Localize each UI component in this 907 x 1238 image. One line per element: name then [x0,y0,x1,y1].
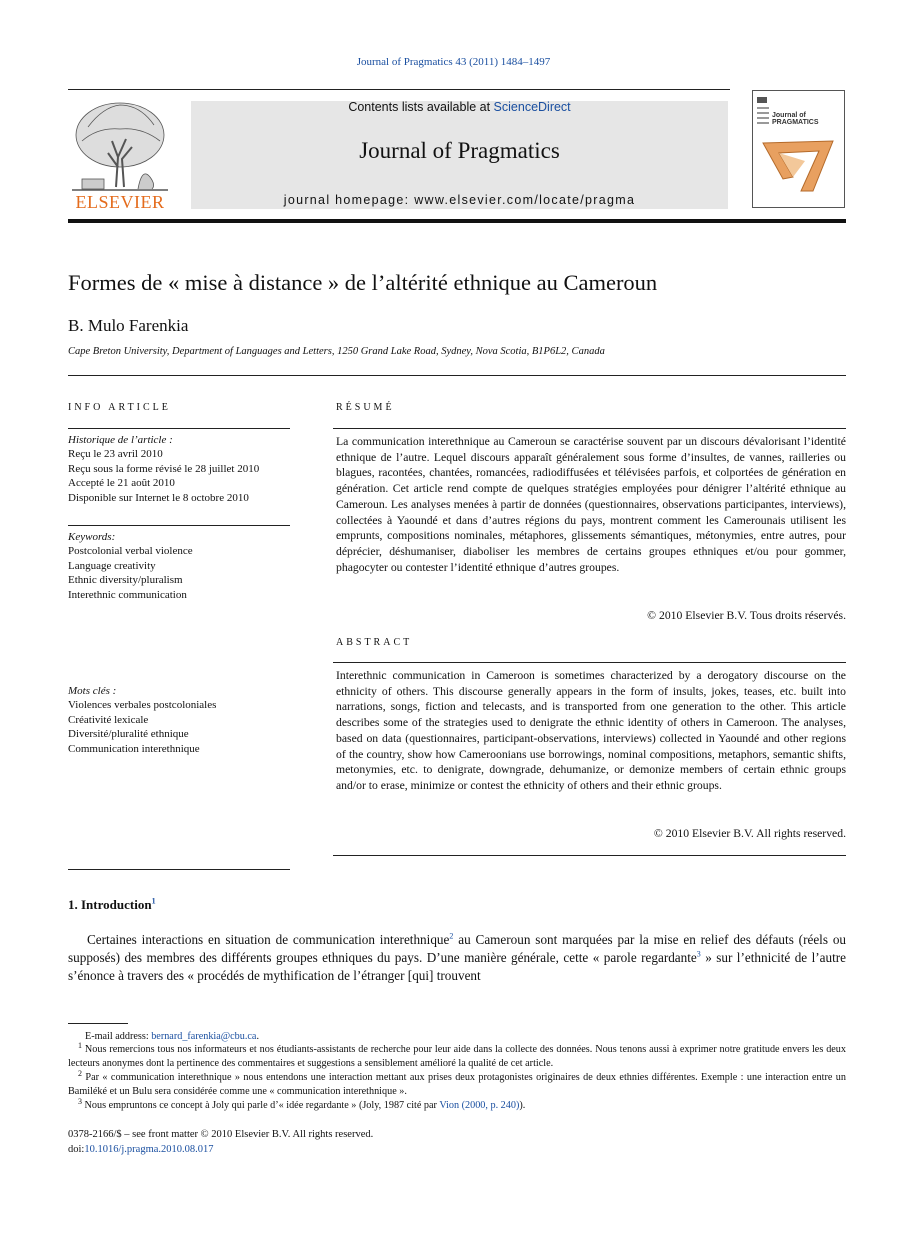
info-divider [68,869,290,870]
cover-title [772,112,819,126]
cover-title-line1: Journal of [772,112,806,119]
cover-art-icon [753,91,844,207]
abstract-text: Interethnic communication in Cameroon is sometimes characterized by a derogatory discourse on the ethnicity of others. This discourse generally appears in the form of insults, jokes, teases, etc. built into narrations, songs, fiction and telecasts, and is transported from one generation to the other. This article describes some of the strategies used to denigrate the ethnic identity of others in Cameroon. The analyses, based on data (questionnaires, participant-observations, interviews) collected in Yaoundé and other regions of the country, show how Cameroonians use borrowings, nominal compositions, metaphors, semantic shifts, metonymies, etc. to denigrate, downgrade, dehumanize, or demonize members of certain ethnic groups and/or to erase, minimize or contest the ethnicity of others and their ethnic groups. [336,669,846,792]
footnote-ref[interactable]: 1 [151,896,156,906]
email-label: E-mail address: [85,1031,152,1042]
resume-copyright: © 2010 Elsevier B.V. Tous droits réservés. [647,609,846,622]
intro-text-part: au Cameroun sont marquées par la mise en relief des défauts (réels ou supposés) des membres des différents groupes ethniques du pays. D’une manière générale, cette « parole regardante [68,932,847,965]
section-heading-introduction [68,897,156,913]
contents-prefix: Contents lists available at [348,100,494,114]
footnote-1 [68,1040,846,1070]
footnote-text: Nous remercions tous nos informateurs et nos étudiants-assistants de recherche pour leur aide dans la collecte des données. Nous tenons aussi à exprimer notre gratitude envers les deux lecteurs anonymes dont la pertinence des commentaires et suggestions a sensiblement amélioré la qualité de cet article. [68,1044,846,1069]
footnote-mark: 3 [78,1096,82,1106]
mots-cles [68,684,290,756]
contents-line [191,100,728,114]
email-end: . [256,1031,260,1042]
keywords [68,530,290,602]
homepage-line [191,193,728,207]
doi-line [68,1144,214,1155]
keyword-item: Ethnic diversity/pluralism [68,574,183,587]
footnote-mark: 2 [78,1068,82,1078]
doi-link[interactable]: 10.1016/j.pragma.2010.08.017 [84,1144,214,1155]
intro-text-part: » sur l’ethnicité de l’autre s’énonce à travers des « procédés de mythification de l’étranger [qui] trouvent [68,949,847,983]
author-name[interactable]: B. Mulo Farenkia [68,316,189,335]
footnote-3 [68,1096,846,1113]
header-bottom-rule [68,219,846,223]
motscle-item: Créativité lexicale [68,713,149,726]
history-item: Reçu sous la forme révisé le 28 juillet 2010 [68,462,260,475]
intro-heading-text: 1. Introduction [68,897,152,912]
title-divider [68,375,846,376]
footnote-text: ). [519,1100,526,1111]
footnote-mark: 1 [78,1040,82,1050]
article-title: Formes de « mise à distance » de l’altérité ethnique au Cameroun [68,270,658,295]
history-item: Reçu le 23 avril 2010 [68,448,163,461]
keyword-item: Language creativity [68,559,156,572]
footnote-2 [68,1068,846,1098]
abstract-end-divider [333,855,846,856]
keywords-heading: Keywords: [68,531,116,543]
info-article-label: INFO ARTICLE [68,402,171,413]
abstract-copyright: © 2010 Elsevier B.V. All rights reserved. [653,827,846,840]
keyword-item: Interethnic communication [68,588,187,601]
motscles-heading: Mots clés : [68,685,117,697]
footnote-divider [68,1023,128,1024]
running-head[interactable]: Journal of Pragmatics 43 (2011) 1484–1497 [356,56,551,68]
sciencedirect-link[interactable]: ScienceDirect [493,100,571,114]
homepage-prefix: journal homepage: [283,193,415,207]
footnote-text: Nous empruntons ce concept à Joly qui parle d’« idée regardante » (Joly, 1987 cité par [82,1100,440,1111]
tree-icon [72,103,168,190]
history-item: Disponible sur Internet le 8 octobre 2010 [68,491,249,504]
abstract-divider [333,662,846,663]
article-history [68,433,290,505]
cover-title-line2: PRAGMATICS [772,119,819,126]
author-affiliation: Cape Breton University, Department of Languages and Letters, 1250 Grand Lake Road, Sydney, Nova Scotia, B1P6L2, Canada [68,346,605,357]
resume-label: RÉSUMÉ [336,402,395,413]
issn-line: 0378-2166/$ – see front matter © 2010 Elsevier B.V. All rights reserved. [68,1129,374,1140]
motscle-item: Communication interethnique [68,742,200,755]
footnote-text: Par « communication interethnique » nous entendons une interaction mettant aux prises deux protagonistes originaires de deux ethnies différentes. Exemple : une interaction entre un Bamiléké et un Bulu sera considérée comme une « communication interethnique ». [68,1072,846,1097]
footnote-ref[interactable]: 2 [449,931,454,941]
citation-link[interactable]: Vion (2000, p. 240) [439,1100,520,1111]
footnote-email [68,1030,846,1044]
history-item: Accepté le 21 août 2010 [68,477,175,490]
motscle-item: Violences verbales postcoloniales [68,699,217,712]
resume-text: La communication interethnique au Cameroun se caractérise souvent par un discours dévalorisant l’identité ethnique de l’autre. Lequel discours apparaît généralement sous forme d’insultes, de vannes, railleries ou blagues, racontées, chantées, romancées, radiodiffusées et télévisées parfois, et colportées de génération en génération. Cet article rend compte de quelques stratégies employées pour dénigrer l’altérité ethnique au Cameroun. Les analyses menées à partir de données (questionnaires, observations participantes, interviews), collectées à Yaoundé et dans d’autres régions du pays, montrent comment les Camerounais utilisent les emprunts, compositions nominales, métaphores, glissements sémantiques, métonymies, entre autres, pour déprécier, déshumaniser, diaboliser les membres de certains groupes ethniques et/ou pour gommer, phagocyter ou contester l’identité ethnique d’autres groupes. [336,435,846,574]
intro-text-part: Certaines interactions en situation de communication interethnique [87,932,450,947]
elsevier-wordmark: ELSEVIER [75,192,165,212]
introduction-paragraph [68,931,846,984]
motscle-item: Diversité/pluralité ethnique [68,728,189,741]
resume-divider [333,428,846,429]
journal-title: Journal of Pragmatics [359,138,560,163]
footnote-ref[interactable]: 3 [696,949,701,959]
homepage-url[interactable]: www.elsevier.com/locate/pragma [414,193,636,207]
header-top-rule [68,89,730,90]
history-heading: Historique de l’article : [68,434,173,446]
info-divider [68,428,290,429]
email-link[interactable]: bernard_farenkia@cbu.ca [151,1031,257,1042]
keyword-item: Postcolonial verbal violence [68,545,193,558]
abstract-label: ABSTRACT [336,637,413,648]
info-divider [68,525,290,526]
doi-label: doi: [68,1144,85,1155]
journal-cover [752,90,845,208]
